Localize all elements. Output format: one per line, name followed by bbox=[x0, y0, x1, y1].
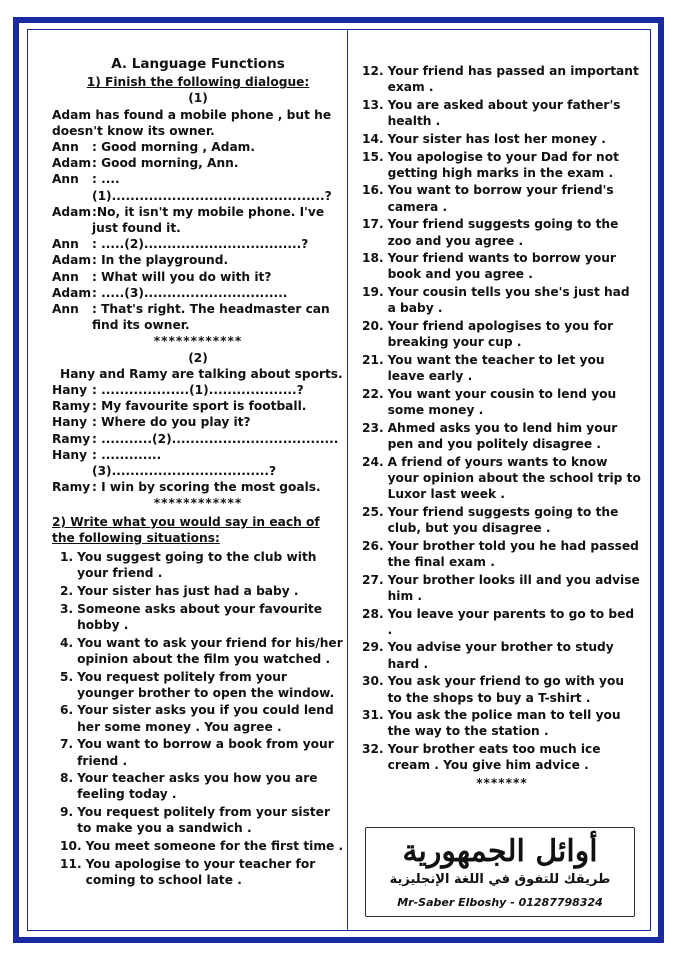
speaker-text: : Good morning , Adam. bbox=[92, 140, 255, 155]
item-text: You want to ask your friend for his/her opinion about the film you watched . bbox=[77, 635, 343, 666]
item-text: Your friend suggests going to the club, but you disagree . bbox=[387, 504, 619, 535]
speaker-name: Ann bbox=[52, 302, 79, 317]
speaker-name: Adam bbox=[52, 156, 92, 171]
situation-item bbox=[362, 216, 642, 248]
item-number: 16. bbox=[362, 183, 384, 198]
item-text: You want to borrow a book from your friend . bbox=[77, 737, 334, 768]
item-number: 17. bbox=[362, 217, 384, 232]
speaker-text: : .....(2)..................................? bbox=[92, 237, 309, 252]
speaker-name: Ramy bbox=[52, 480, 91, 495]
speaker-name: Hany bbox=[52, 383, 88, 398]
item-number: 7. bbox=[60, 737, 74, 752]
item-number: 25. bbox=[362, 504, 384, 519]
situation-item bbox=[52, 736, 344, 768]
situation-item bbox=[362, 538, 642, 570]
situation-item bbox=[52, 583, 344, 599]
dialogue1-lines bbox=[52, 139, 344, 333]
situation-item bbox=[52, 770, 344, 802]
item-text: Your friend suggests going to the zoo and you agree . bbox=[387, 217, 619, 248]
situation-item bbox=[362, 149, 642, 181]
item-text: You request politely from your sister to make you a sandwich . bbox=[77, 805, 330, 836]
speaker-text: : .............(3)..................................? bbox=[92, 447, 277, 479]
item-text: Your friend wants to borrow your book and you agree . bbox=[387, 251, 616, 282]
item-number: 11. bbox=[60, 856, 82, 871]
speaker-name: Hany bbox=[52, 415, 88, 430]
item-number: 5. bbox=[60, 669, 74, 684]
dialogue2-label: (2) bbox=[188, 350, 208, 365]
situation-item bbox=[362, 504, 642, 536]
situation-item bbox=[52, 702, 344, 734]
item-number: 27. bbox=[362, 572, 384, 587]
item-text: Someone asks about your favourite hobby . bbox=[77, 601, 322, 632]
item-number: 1. bbox=[60, 550, 74, 565]
item-text: Your teacher asks you how you are feeling today . bbox=[77, 771, 318, 802]
item-text: Your sister has just had a baby . bbox=[77, 584, 299, 598]
speaker-text: : ....(1)..............................................? bbox=[92, 172, 332, 203]
dialogue2-lines bbox=[52, 382, 344, 495]
item-number: 8. bbox=[60, 771, 74, 786]
logo-arabic-title: أوائل الجمهورية bbox=[402, 834, 598, 869]
item-text: You want the teacher to let you leave early . bbox=[387, 352, 605, 384]
item-text: Your brother told you he had passed the final exam . bbox=[387, 538, 639, 569]
item-number: 28. bbox=[362, 606, 384, 621]
item-text: You meet someone for the first time . bbox=[85, 839, 344, 854]
speaker-name: Adam bbox=[52, 204, 92, 219]
item-text: You advise your brother to study hard . bbox=[387, 640, 614, 671]
situation-item bbox=[362, 318, 642, 350]
section2-heading: 2) Write what you would say in each of the following situations: bbox=[52, 514, 320, 545]
item-number: 2. bbox=[60, 584, 74, 598]
item-number: 9. bbox=[60, 805, 74, 820]
item-number: 15. bbox=[362, 149, 384, 164]
speaker-text: : ...................(1)...................? bbox=[92, 383, 304, 398]
item-number: 26. bbox=[362, 538, 384, 553]
speaker-name: Ramy bbox=[52, 431, 91, 446]
situation-item bbox=[362, 639, 642, 671]
situation-item bbox=[362, 182, 642, 214]
stars-divider: ************ bbox=[153, 496, 243, 511]
speaker-name: Ann bbox=[52, 237, 79, 252]
item-number: 20. bbox=[362, 319, 384, 334]
column-divider bbox=[347, 30, 348, 930]
speaker-name: Hany bbox=[52, 447, 88, 462]
item-text: You are asked about your father's health . bbox=[387, 97, 621, 129]
speaker-text: : My favourite sport is football. bbox=[92, 399, 307, 414]
stars-divider: ************ bbox=[153, 334, 243, 349]
situation-item bbox=[52, 838, 344, 854]
situation-item bbox=[362, 352, 642, 384]
item-number: 4. bbox=[60, 635, 74, 650]
dialogue1-label: (1) bbox=[188, 91, 208, 106]
right-column bbox=[362, 63, 642, 791]
item-text: You ask the police man to tell you the way to the station . bbox=[387, 708, 621, 739]
item-number: 23. bbox=[362, 420, 384, 435]
speaker-name: Ann bbox=[52, 269, 79, 284]
item-number: 14. bbox=[362, 131, 384, 146]
dialogue-line bbox=[52, 171, 344, 203]
item-number: 10. bbox=[60, 839, 82, 854]
situation-item bbox=[362, 741, 642, 773]
item-number: 21. bbox=[362, 352, 384, 367]
dialogue-line bbox=[52, 479, 344, 495]
item-text: You suggest going to the club with your friend . bbox=[77, 550, 317, 581]
situations-list-left bbox=[52, 549, 344, 888]
item-text: You want to borrow your friend's camera . bbox=[387, 183, 614, 214]
item-text: You request politely from your younger brother to open the window. bbox=[77, 669, 335, 700]
speaker-name: Ann bbox=[52, 140, 79, 155]
situation-item bbox=[362, 673, 642, 705]
item-text: Your friend has passed an important exam . bbox=[387, 64, 639, 95]
dialogue-line bbox=[52, 204, 344, 236]
item-text: Ahmed asks you to lend him your pen and you politely disagree . bbox=[387, 420, 618, 451]
speaker-name: Ann bbox=[52, 172, 79, 187]
dialogue1-intro: Adam has found a mobile phone , but he doesn't know its owner. bbox=[52, 107, 332, 138]
situation-item bbox=[362, 250, 642, 282]
situation-item bbox=[362, 707, 642, 739]
dialogue-line bbox=[52, 398, 344, 414]
speaker-name: Adam bbox=[52, 253, 92, 268]
item-number: 31. bbox=[362, 708, 384, 723]
speaker-text: : Good morning, Ann. bbox=[92, 156, 239, 171]
dialogue-line bbox=[52, 155, 344, 171]
item-number: 3. bbox=[60, 601, 74, 616]
speaker-text: : That's right. The headmaster can find its owner. bbox=[92, 302, 330, 333]
speaker-text: : In the playground. bbox=[92, 253, 229, 268]
situation-item bbox=[52, 601, 344, 633]
speaker-text: : What will you do with it? bbox=[92, 269, 272, 284]
dialogue-line bbox=[52, 447, 344, 479]
logo-credit: Mr-Saber Elboshy - 01287798324 bbox=[397, 896, 603, 909]
item-text: You leave your parents to go to bed . bbox=[387, 606, 635, 637]
dialogue-line bbox=[52, 252, 344, 268]
item-text: You ask your friend to go with you to the shops to buy a T-shirt . bbox=[387, 674, 625, 705]
left-column bbox=[52, 56, 344, 890]
dialogue-line bbox=[52, 139, 344, 155]
item-text: You apologise to your Dad for not getting high marks in the exam . bbox=[387, 149, 619, 180]
situation-item bbox=[362, 284, 642, 316]
situation-item bbox=[362, 131, 642, 147]
item-text: Your sister has lost her money . bbox=[387, 131, 606, 146]
item-text: You apologise to your teacher for coming to school late . bbox=[85, 856, 316, 887]
situation-item bbox=[362, 420, 642, 452]
situation-item bbox=[52, 856, 344, 888]
item-text: Your friend apologises to you for breaking your cup . bbox=[387, 319, 614, 350]
speaker-name: Adam bbox=[52, 285, 92, 300]
situation-item bbox=[362, 63, 642, 95]
situation-item bbox=[362, 606, 642, 638]
item-text: Your brother looks ill and you advise him . bbox=[387, 572, 640, 603]
page-title: A. Language Functions bbox=[111, 56, 285, 72]
item-number: 13. bbox=[362, 97, 384, 112]
section1-heading: 1) Finish the following dialogue: bbox=[86, 75, 310, 90]
end-stars: ******* bbox=[476, 776, 528, 791]
dialogue-line bbox=[52, 382, 344, 398]
speaker-text: : I win by scoring the most goals. bbox=[92, 480, 321, 495]
logo-arabic-subtitle: طريقك للتفوق في اللغة الإنجليزية bbox=[389, 872, 611, 887]
item-number: 6. bbox=[60, 703, 74, 718]
situation-item bbox=[52, 804, 344, 836]
dialogue-line bbox=[52, 236, 344, 252]
item-number: 19. bbox=[362, 285, 384, 300]
item-number: 12. bbox=[362, 64, 384, 78]
item-number: 18. bbox=[362, 251, 384, 266]
dialogue-line bbox=[52, 285, 344, 301]
speaker-text: : .....(3)............................... bbox=[92, 285, 288, 300]
dialogue-line bbox=[52, 414, 344, 430]
item-number: 24. bbox=[362, 454, 384, 469]
situation-item bbox=[362, 572, 642, 604]
situation-item bbox=[362, 454, 642, 503]
item-number: 22. bbox=[362, 386, 384, 401]
dialogue2-intro: Hany and Ramy are talking about sports. bbox=[60, 366, 343, 381]
situation-item bbox=[362, 97, 642, 129]
item-text: Your cousin tells you she's just had a baby . bbox=[387, 285, 630, 316]
speaker-name: Ramy bbox=[52, 399, 91, 414]
situation-item bbox=[362, 386, 642, 418]
item-text: Your sister asks you if you could lend her some money . You agree . bbox=[77, 703, 334, 734]
speaker-text: : Where do you play it? bbox=[92, 415, 251, 430]
speaker-text: :No, it isn't my mobile phone. I've just found it. bbox=[92, 204, 325, 236]
logo-box bbox=[365, 827, 635, 917]
situation-item bbox=[52, 549, 344, 581]
item-text: A friend of yours wants to know your opinion about the school trip to Luxor last week . bbox=[387, 454, 641, 502]
item-number: 29. bbox=[362, 640, 384, 655]
item-text: You want your cousin to lend you some money . bbox=[387, 386, 617, 418]
dialogue-line bbox=[52, 301, 344, 333]
situations-list-right bbox=[362, 63, 642, 774]
speaker-text: : ...........(2).................................... bbox=[92, 431, 339, 446]
situation-item bbox=[52, 669, 344, 701]
dialogue-line bbox=[52, 431, 344, 447]
item-number: 32. bbox=[362, 742, 384, 757]
situation-item bbox=[52, 635, 344, 667]
item-number: 30. bbox=[362, 674, 384, 689]
dialogue-line bbox=[52, 269, 344, 285]
item-text: Your brother eats too much ice cream . You give him advice . bbox=[387, 742, 601, 773]
